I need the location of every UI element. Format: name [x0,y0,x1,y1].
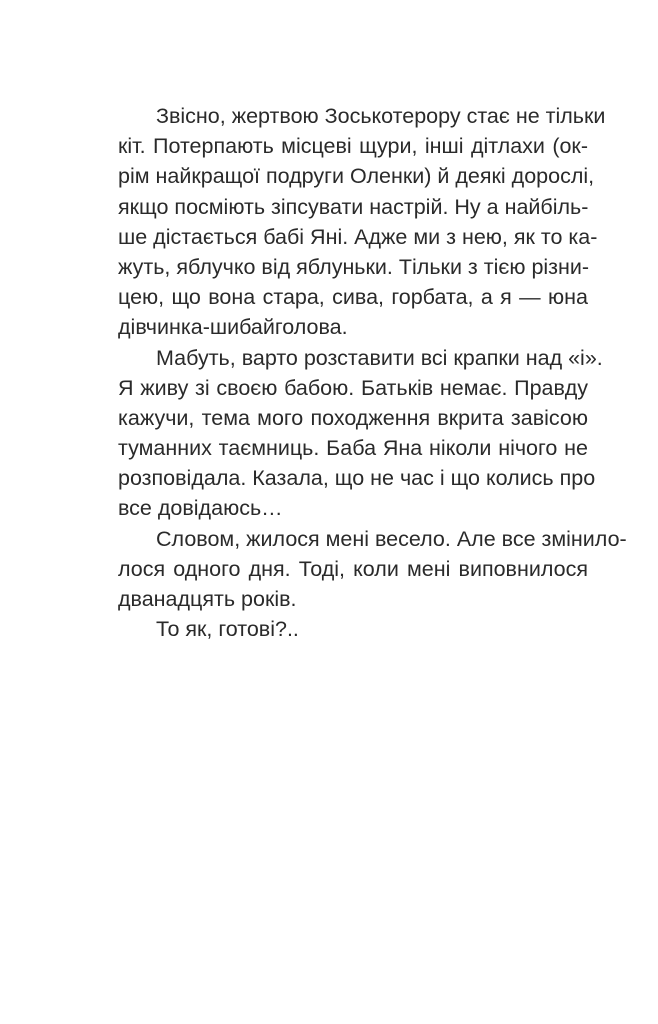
paragraph-3-line-1: Словом, жилося мені весело. Але все змінило- [156,526,627,551]
paragraph-2-line-2: Я живу зі своєю бабою. Батьків немає. Правду [118,375,588,400]
paragraph-1-line-1: Звісно, жертвою Зоськотерору стає не тільки [156,104,606,128]
paragraph-2-line-1: Мабуть, варто розставити всі крапки над «і». [156,345,603,370]
paragraph-3-line-3: дванадцять років. [118,587,297,611]
paragraph-1-line-4: якщо посміють зіпсувати настрій. Ну а найбіль- [118,194,589,219]
paragraph-2-line-3: кажучи, тема мого походження вкрита завісою [118,405,588,430]
paragraph-2-line-4: туманних таємниць. Баба Яна ніколи нічого не [118,436,588,461]
paragraph-2-line-5: розповідала. Казала, що не час і що колись про [118,466,596,491]
paragraph-1-line-5: ше дістається бабі Яні. Адже ми з нею, як то ка- [118,224,598,249]
paragraph-2-line-6: все довідаюсь… [118,496,283,521]
paragraph-1-line-8: дівчинка-шибайголова. [118,315,348,340]
paragraph-4-line-1: То як, готові?.. [156,617,299,642]
body-text [118,101,627,644]
paragraph-1-line-6: жуть, яблучко від яблуньки. Тільки з тією різни- [118,254,590,279]
paragraph-1-line-3: рім найкращої подруги Оленки) й деякі дорослі, [118,164,595,189]
paragraph-1-line-7: цею, що вона стара, сива, горбата, а я — юна [118,285,588,310]
paragraph-1-line-2: кіт. Потерпають місцеві щури, інші дітлахи (ок- [118,134,588,159]
paragraph-3-line-2: лося одного дня. Тоді, коли мені виповнилося [118,556,588,581]
